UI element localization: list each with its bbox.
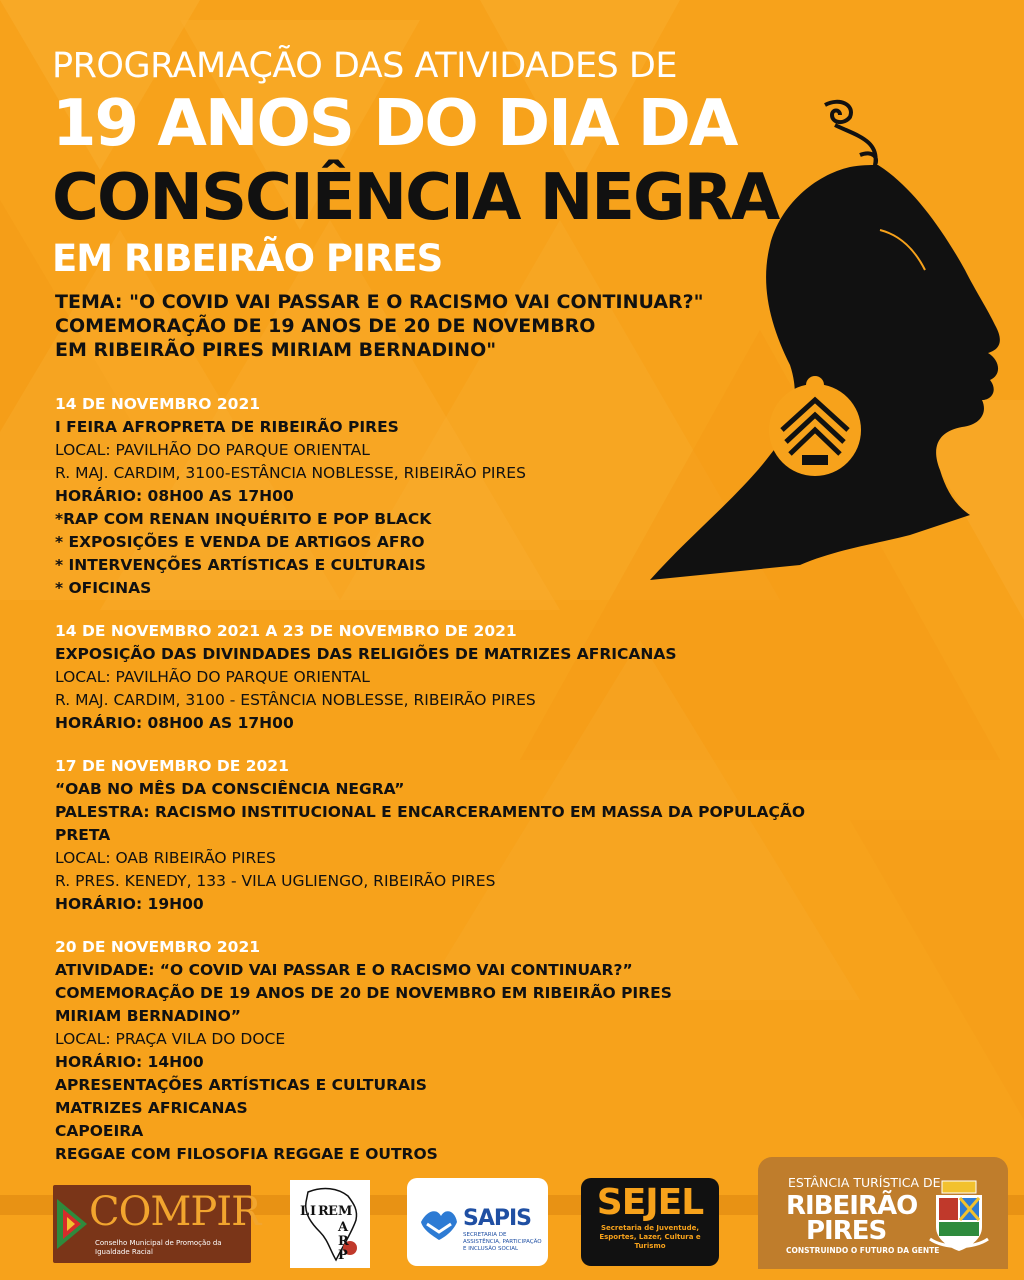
event-line: R. MAJ. CARDIM, 3100-ESTÂNCIA NOBLESSE, RIBEIRÃO PIRES [55, 464, 526, 482]
event-line: R. MAJ. CARDIM, 3100 - ESTÂNCIA NOBLESSE, RIBEIRÃO PIRES [55, 691, 536, 709]
compir-subtitle: Conselho Municipal de Promoção da Igualdade Racial [95, 1239, 222, 1256]
event-block [55, 755, 855, 916]
sapis-name: SAPIS [463, 1206, 532, 1231]
rp-name-2: PIRES [806, 1216, 887, 1246]
header-line-2: 19 ANOS DO DIA DA [52, 87, 737, 161]
theme-block [55, 290, 775, 362]
event-line: CAPOEIRA [55, 1122, 144, 1140]
rp-name-1: RIBEIRÃO [786, 1191, 918, 1221]
event-line: REGGAE COM FILOSOFIA REGGAE E OUTROS [55, 1145, 438, 1163]
lirem-letter: R [338, 1234, 349, 1249]
sapis-logo [407, 1178, 548, 1266]
event-line: “OAB NO MÊS DA CONSCIÊNCIA NEGRA” [55, 780, 405, 798]
compir-logo [53, 1185, 261, 1263]
event-line: R. PRES. KENEDY, 133 - VILA UGLIENGO, RIBEIRÃO PIRES [55, 872, 496, 890]
event-line: PALESTRA: RACISMO INSTITUCIONAL E ENCARCERAMENTO EM MASSA DA POPULAÇÃO PRETA [55, 803, 806, 844]
event-line: LOCAL: PAVILHÃO DO PARQUE ORIENTAL [55, 441, 370, 459]
event-line: * EXPOSIÇÕES E VENDA DE ARTIGOS AFRO [55, 533, 425, 551]
event-line: APRESENTAÇÕES ARTÍSTICAS E CULTURAIS [55, 1076, 427, 1094]
lirem-letter: P [338, 1248, 348, 1263]
handshake-icon [419, 1202, 459, 1242]
lirem-letter: L [300, 1204, 310, 1219]
event-line: I FEIRA AFROPRETA DE RIBEIRÃO PIRES [55, 418, 399, 436]
lirem-letter: E [328, 1204, 338, 1219]
city-coat-of-arms-icon [928, 1177, 990, 1257]
header-line-3: CONSCIÊNCIA NEGRA [52, 161, 779, 235]
sapis-subtitle: SECRETARIA DE ASSISTÊNCIA, PARTICIPAÇÃO E INCLUSÃO SOCIAL [463, 1232, 542, 1252]
sejel-name: SEJEL [596, 1182, 704, 1223]
event-line: * OFICINAS [55, 579, 152, 597]
event-line: LOCAL: PRAÇA VILA DO DOCE [55, 1030, 286, 1048]
header-line-1: PROGRAMAÇÃO DAS ATIVIDADES DE [52, 46, 677, 86]
rp-top-text: ESTÂNCIA TURÍSTICA DE [788, 1175, 941, 1190]
theme-line: COMEMORAÇÃO DE 19 ANOS DE 20 DE NOVEMBRO [55, 315, 596, 337]
event-line: COMEMORAÇÃO DE 19 ANOS DE 20 DE NOVEMBRO EM RIBEIRÃO PIRES [55, 984, 672, 1002]
event-line: MIRIAM BERNADINO” [55, 1007, 241, 1025]
event-schedule [55, 393, 855, 1186]
header-line-4: EM RIBEIRÃO PIRES [52, 237, 443, 280]
event-block [55, 620, 855, 735]
event-line: HORÁRIO: 19H00 [55, 895, 204, 913]
event-date: 14 DE NOVEMBRO 2021 [55, 395, 261, 413]
lirem-arp-logo [290, 1180, 370, 1268]
sejel-logo [581, 1178, 719, 1266]
compir-name: COMPIR [89, 1189, 261, 1235]
theme-line: EM RIBEIRÃO PIRES MIRIAM BERNADINO" [55, 339, 497, 361]
lirem-letter: M [338, 1204, 353, 1219]
event-line: LOCAL: OAB RIBEIRÃO PIRES [55, 849, 276, 867]
event-line: *RAP COM RENAN INQUÉRITO E POP BLACK [55, 510, 432, 528]
lirem-letter: I [310, 1204, 317, 1219]
compir-mark-icon [57, 1199, 89, 1249]
africa-map-icon [298, 1184, 362, 1264]
event-date: 20 DE NOVEMBRO 2021 [55, 938, 261, 956]
event-date: 17 DE NOVEMBRO DE 2021 [55, 757, 289, 775]
ribeirao-pires-logo [758, 1157, 1008, 1269]
event-line: HORÁRIO: 08H00 AS 17H00 [55, 487, 294, 505]
event-line: HORÁRIO: 14H00 [55, 1053, 204, 1071]
event-line: MATRIZES AFRICANAS [55, 1099, 248, 1117]
sejel-subtitle: Secretaria de Juventude, Esportes, Lazer, Cultura e Turismo [599, 1224, 701, 1250]
event-line: LOCAL: PAVILHÃO DO PARQUE ORIENTAL [55, 668, 370, 686]
event-block [55, 936, 855, 1166]
event-line: EXPOSIÇÃO DAS DIVINDADES DAS RELIGIÕES DE MATRIZES AFRICANAS [55, 645, 677, 663]
event-line: * INTERVENÇÕES ARTÍSTICAS E CULTURAIS [55, 556, 426, 574]
event-date: 14 DE NOVEMBRO 2021 A 23 DE NOVEMBRO DE 2021 [55, 622, 517, 640]
event-line: HORÁRIO: 08H00 AS 17H00 [55, 714, 294, 732]
event-line: ATIVIDADE: “O COVID VAI PASSAR E O RACISMO VAI CONTINUAR?” [55, 961, 633, 979]
theme-line: TEMA: "O COVID VAI PASSAR E O RACISMO VAI CONTINUAR?" [55, 291, 704, 313]
event-block [55, 393, 855, 600]
lirem-letter: A [338, 1220, 349, 1235]
lirem-letter: R [318, 1204, 329, 1219]
rp-tagline: CONSTRUINDO O FUTURO DA GENTE [786, 1246, 940, 1255]
